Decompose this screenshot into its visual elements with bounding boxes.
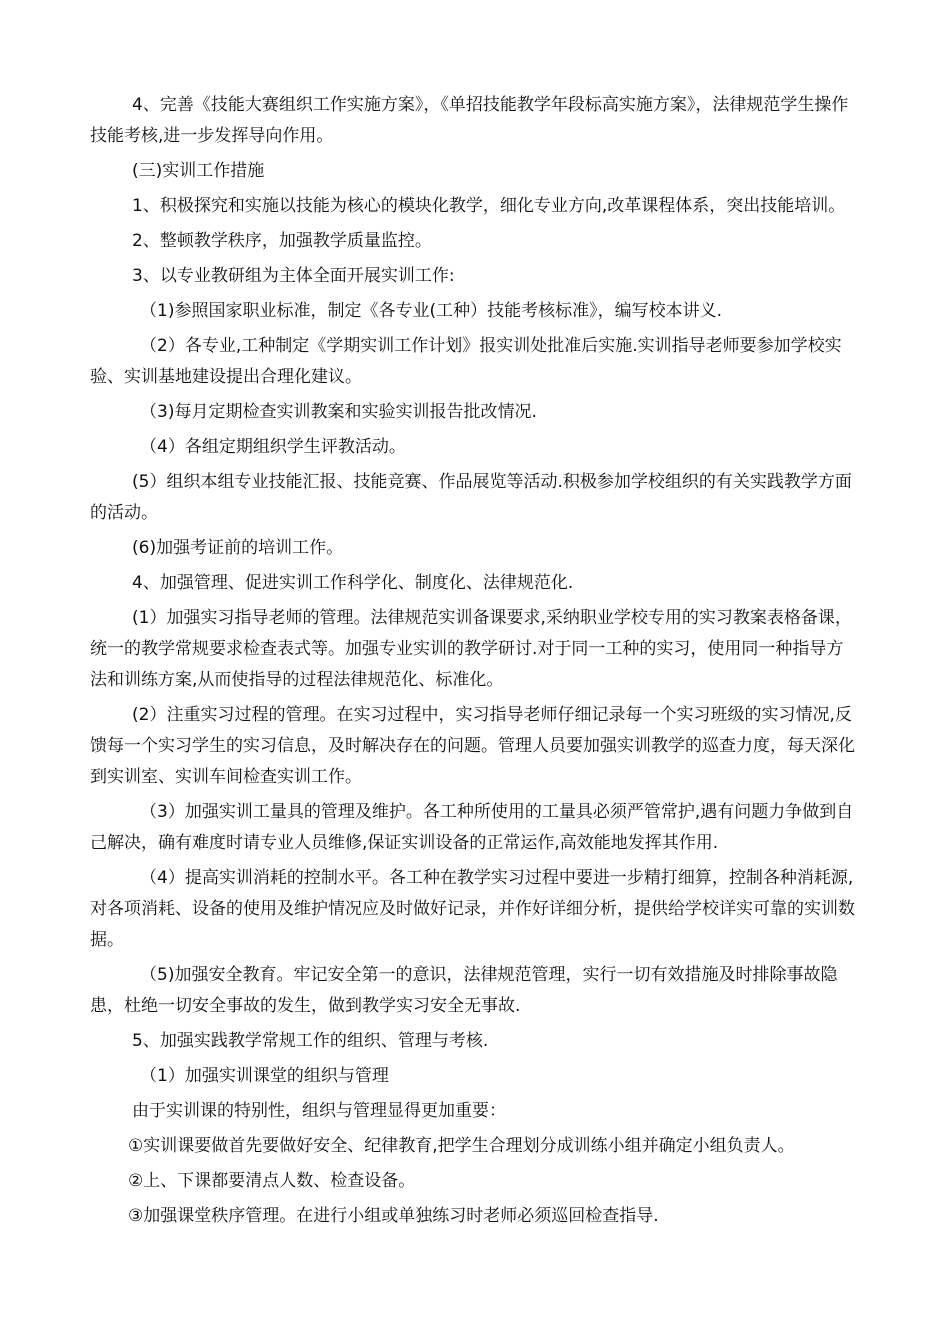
paragraph: （1)参照国家职业标准，制定《各专业(工种）技能考核标准》，编写校本讲义. — [140, 301, 722, 321]
paragraph: (1）加强实习指导老师的管理。法律规范实训备课要求,采纳职业学校专用的实习教案表格备课，统一的教学常规要求检查表式等。加强专业实训的教学研讨.对于同一工种的实习，使用同一种指导方法和训练方案,从而使指导的过程法律规范化、标准化。 — [90, 608, 852, 690]
paragraph: (5）组织本组专业技能汇报、技能竞赛、作品展览等活动.积极参加学校组织的有关实践教学方面的活动。 — [90, 472, 852, 523]
paragraph: （3）加强实训工量具的管理及维护。各工种所使用的工量具必须严管常护,遇有问题力争做到自己解决，确有难度时请专业人员维修,保证实训设备的正常运作,高效能地发挥其作用. — [90, 802, 854, 853]
paragraph: 由于实训课的特别性，组织与管理显得更加重要： — [132, 1101, 506, 1121]
paragraph: 2、整顿教学秩序，加强教学质量监控。 — [132, 231, 432, 251]
list-item: ③加强课堂秩序管理。在进行小组或单独练习时老师必须巡回检查指导. — [128, 1206, 659, 1226]
paragraph: (2）注重实习过程的管理。在实习过程中，实习指导老师仔细记录每一个实习班级的实习情况,反馈每一个实习学生的实习信息，及时解决存在的问题。管理人员要加强实训教学的巡查力度，每天深化到实训室、实训车间检查实训工作。 — [90, 705, 855, 787]
paragraph: （1）加强实训课堂的组织与管理 — [140, 1066, 389, 1086]
list-item: ②上、下课都要清点人数、检查设备。 — [128, 1171, 416, 1191]
paragraph: 4、完善《技能大赛组织工作实施方案》，《单招技能教学年段标高实施方案》，法律规范学生操作技能考核,进一步发挥导向作用。 — [90, 95, 849, 146]
paragraph: 1、积极探究和实施以技能为核心的模块化教学，细化专业方向,改革课程体系，突出技能培训。 — [132, 196, 846, 216]
paragraph: （2）各专业,工种制定《学期实训工作计划》报实训处批准后实施.实训指导老师要参加学校实验、实训基地建设提出合理化建议。 — [90, 336, 842, 387]
list-item: ①实训课要做首先要做好安全、纪律教育,把学生合理划分成训练小组并确定小组负责人。 — [128, 1136, 795, 1156]
paragraph: (6)加强考证前的培训工作。 — [132, 538, 344, 558]
paragraph: 4、加强管理、促进实训工作科学化、制度化、法律规范化. — [132, 573, 574, 593]
paragraph: 5、加强实践教学常规工作的组织、管理与考核. — [132, 1031, 489, 1051]
paragraph: （4）各组定期组织学生评教活动。 — [140, 437, 406, 457]
section-heading: (三)实训工作措施 — [132, 161, 265, 181]
paragraph: 3、以专业教研组为主体全面开展实训工作: — [132, 266, 455, 286]
paragraph: （4）提高实训消耗的控制水平。各工种在教学实习过程中要进一步精打细算，控制各种消耗源,对各项消耗、设备的使用及维护情况应及时做好记录，并作好详细分析，提供给学校详实可靠的实训数据。 — [90, 868, 855, 950]
paragraph: （3)每月定期检查实训教案和实验实训报告批改情况. — [140, 402, 537, 422]
document-body — [90, 90, 860, 1232]
paragraph: （5)加强安全教育。牢记安全第一的意识，法律规范管理，实行一切有效措施及时排除事故隐患，杜绝一切安全事故的发生，做到教学实习安全无事故. — [90, 965, 838, 1016]
